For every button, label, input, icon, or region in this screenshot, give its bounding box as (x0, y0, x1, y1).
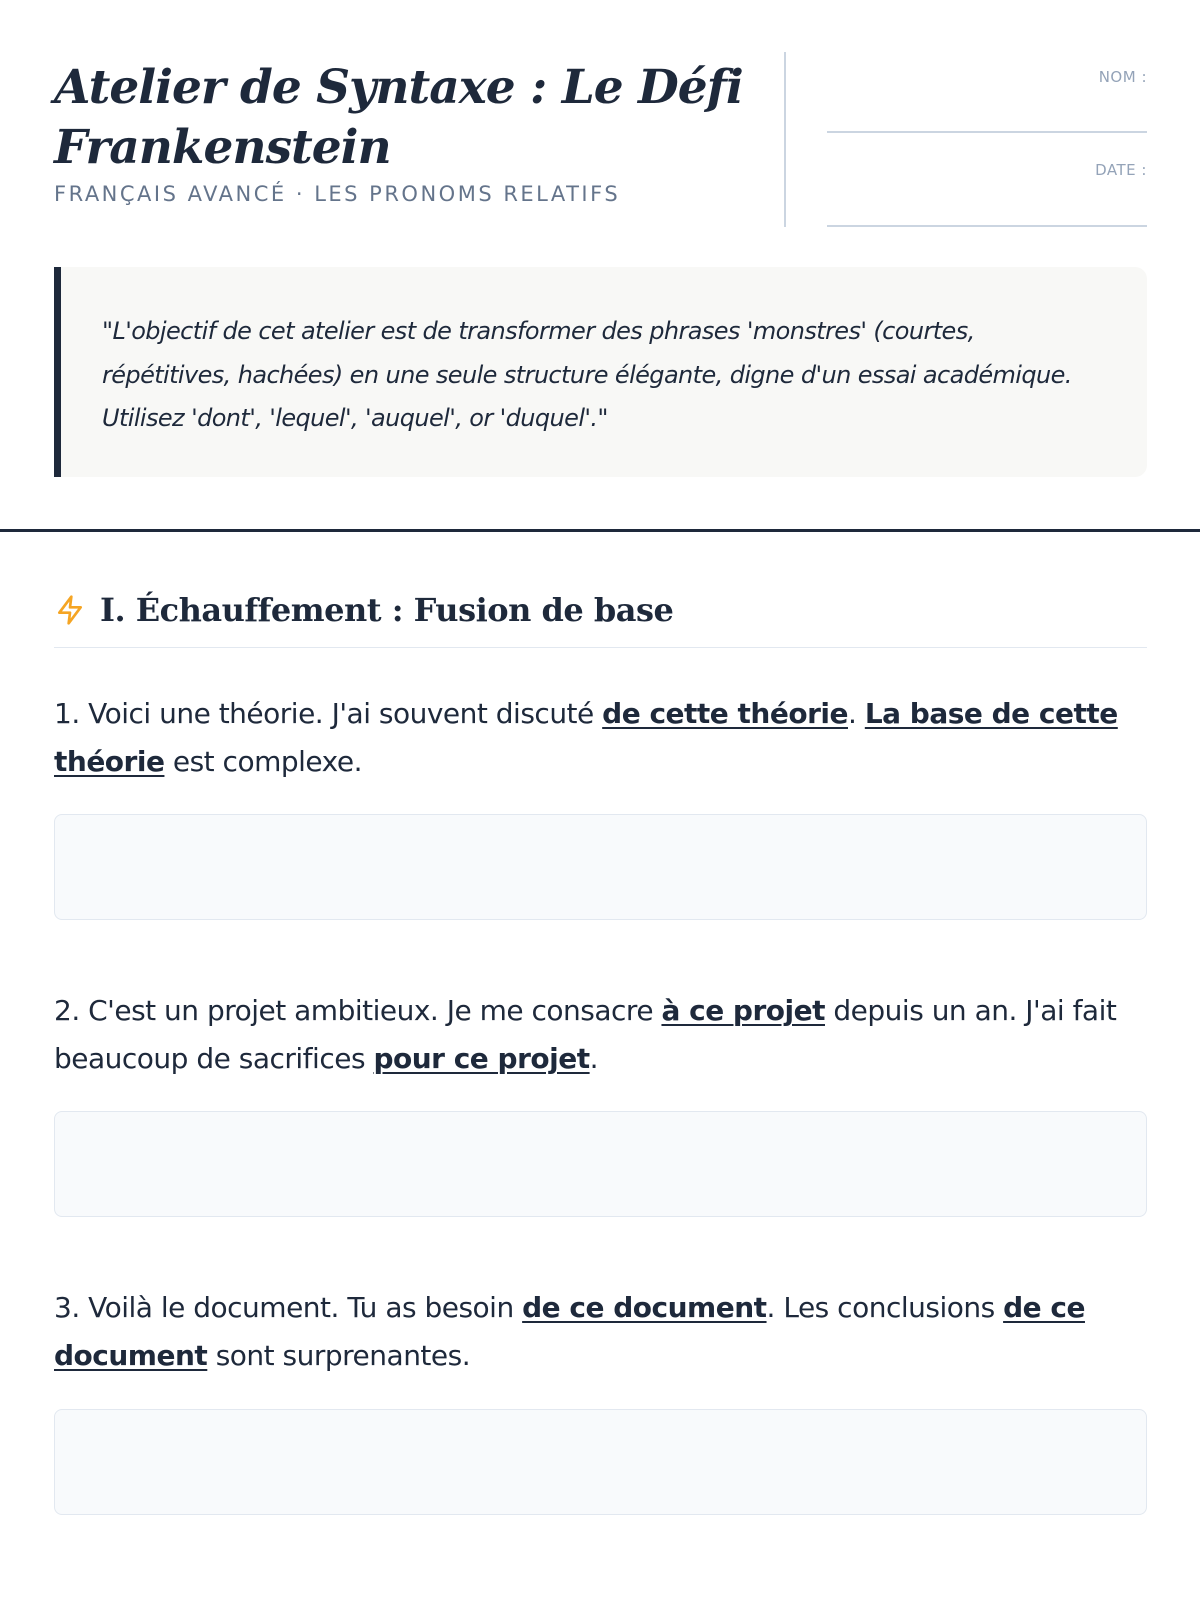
highlighted-phrase: de cette théorie (602, 697, 848, 730)
worksheet-header (54, 52, 1147, 227)
answer-field-3[interactable] (54, 1409, 1147, 1515)
intro-quote (54, 267, 1147, 477)
highlighted-phrase: de ce document (522, 1291, 767, 1324)
section-divider (0, 529, 1200, 532)
question-1: 1. Voici une théorie. J'ai souvent discuté de cette théorie. La base de cette théorie est complexe. (54, 697, 1118, 778)
date-field[interactable] (827, 225, 1147, 227)
header-divider (784, 52, 786, 227)
highlighted-phrase: La base de cette théorie (54, 697, 1118, 778)
name-field[interactable] (827, 131, 1147, 133)
highlighted-phrase: pour ce projet (373, 1042, 590, 1075)
lightning-icon (54, 593, 86, 627)
date-label: DATE : (1095, 161, 1147, 179)
highlighted-phrase: à ce projet (661, 994, 825, 1027)
page-title: Atelier de Syntaxe : Le Défi Frankenstein (54, 60, 743, 175)
question-2: 2. C'est un projet ambitieux. Je me consacre à ce projet depuis un an. J'ai fait beaucoup de sacrifices pour ce projet. (54, 994, 1117, 1075)
page-subtitle: FRANÇAIS AVANCÉ · LES PRONOMS RELATIFS (54, 182, 621, 206)
highlighted-phrase: de ce document (54, 1291, 1085, 1372)
answer-field-2[interactable] (54, 1111, 1147, 1217)
question-3: 3. Voilà le document. Tu as besoin de ce document. Les conclusions de ce document sont surprenantes. (54, 1291, 1085, 1372)
answer-field-1[interactable] (54, 814, 1147, 920)
name-label: NOM : (1098, 68, 1147, 86)
intro-text: "L'objectif de cet atelier est de transformer des phrases 'monstres' (courtes, répétitives, hachées) en une seule structure élégante, digne d'un essai académique. Utilisez 'dont', 'lequel', 'auquel', or 'duquel'." (102, 317, 1072, 432)
section-header (54, 588, 1147, 648)
section-title: I. Échauffement : Fusion de base (100, 591, 674, 629)
